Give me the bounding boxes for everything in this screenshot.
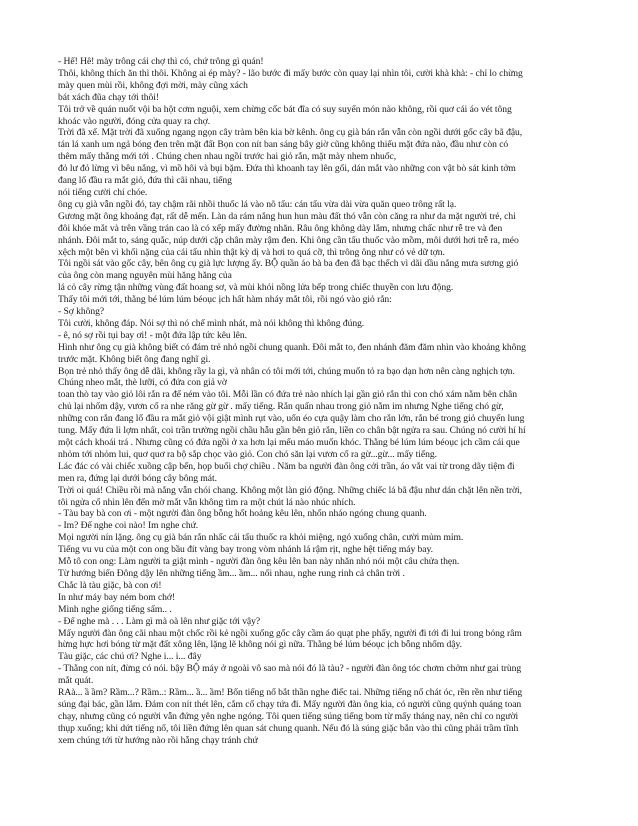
text-line: men ra, đứng lại dưới bóng cây bông mát. <box>58 472 217 484</box>
text-line: toan thò tay vào giỏ lôi rắn ra để ném vào tôi. Mỗi lần có đứa trẻ nào nhích lại gần giỏ rắn thì con chó xám nằm bên chân <box>58 389 517 401</box>
text-line: chạy, nhưng cũng có người vẫn đứng yên nghe ngóng. Tôi quen tiếng súng tiếng bom từ mấy tháng nay, nên chỉ co người <box>58 710 519 722</box>
text-line: - Thằng con nít, đừng có nói. bậy BỘ máy ở ngoài vô sao mà nói đó là tàu? - người đàn ông tóc chơm chởm như gai trùng <box>58 663 522 675</box>
text-line: bát xách đũa chạy tới thôi! <box>58 91 159 103</box>
text-line: RAà... ầ ầm? Rầm...? Rầm..: Rầm... ầ... ầm! Bốn tiếng nổ bắt thần nghe điếc tai. Những tiếng nổ chát óc, rền rền như tiếng <box>58 687 523 699</box>
text-line: Tôi trở về quán nuốt vội ba hột cơm nguội, xem chừng cốc bát đĩa có suy suyển món nào không, rồi quơ cái áo vét tông <box>58 103 512 115</box>
text-line: của ông còn mang nguyên mùi hăng hăng của <box>58 270 232 282</box>
text-line: chủ lại nhổm dậy, vươn cổ ra nhe răng gừ gừ . mấy tiếng. Rắn quấn nhau trong giỏ nằm im nhưng Nghe tiếng chó gừ, <box>58 401 504 413</box>
text-line: Gương mặt ông khoảng đạt, rất dễ mến. Làn da rám nắng hun hun màu đất thó vẫn còn căng ra như da mặt người trẻ, chỉ <box>58 210 516 222</box>
text-line: Tôi cười, không đáp. Nói sợ thì nó chế mình nhát, mà nói không thì không đúng. <box>58 317 365 329</box>
text-line: - Để nghe mà . . . Làm gì mà oà lên như giặc tới vậy? <box>58 615 261 627</box>
text-line: tán lá xanh um ngả bóng đen trên mặt đất Bọn con nít ban sáng bây giờ cũng không thiếu mặt đứa nào, đầu như còn có <box>58 139 509 151</box>
text-line: In như máy bay ném bom chớ! <box>58 591 176 603</box>
text-line: xem chúng tới từ hướng nào rồi hẵng chạy tránh chứ <box>58 734 258 746</box>
text-line: Hình như ông cụ già không biết có đám trẻ nhỏ ngồi chung quanh. Đôi mắt to, đen nhánh đăm đăm nhìn vào khoảng không <box>58 341 526 353</box>
text-line: khoác vào người, đóng cửa quay ra chợ. <box>58 115 211 127</box>
text-line: Tiếng vu vu của một con ong bầu đít vàng bay trong vòm nhánh lá rậm rịt, nghe hệt tiếng máy bay. <box>58 544 433 556</box>
text-line: Chắc là tàu giặc, bà con ơi! <box>58 579 162 591</box>
text-line: một cách khoái trá . Nhưng cũng có đứa ngồi ở xa hơn lại mếu máo muốn khóc. Thằng bé lúm lúm béoục ịch cầm cái que <box>58 437 520 448</box>
text-line: Mình nghe giống tiếng sấm.. . <box>58 603 172 615</box>
text-line: Trời oi quá! Chiều rồi mà nắng vẫn chói chang. Không một làn gió động. Những chiếc lá bã đậu như dán chặt lên nền trời, <box>58 484 522 496</box>
text-line: Trời đã xế. Mặt trời đã xuống ngang ngọn cây tràm bên kia bờ kênh. ông cụ già bán rắn vẫn còn ngồi dưới gốc cây bã đậu, <box>58 127 523 139</box>
text-line: - ê, nó sợ rồi tụi bay ơi! - một đứa lập tức kêu lên. <box>58 329 247 341</box>
text-line: Mọi người nín lặng. ông cụ già bán rắn nhấc cái tẩu thuốc ra khỏi miệng, ngó xuống chân, cười mủm mỉm. <box>58 532 464 544</box>
text-line: súng đại bác, gần lắm. Đám con nít thét lên, cắm cổ chạy tứa đi. Mấy người đàn ông kia, có người cũng quýnh quáng toan <box>58 698 522 710</box>
text-line: nói tiếng cười chí chóe. <box>58 186 148 198</box>
text-line: - Im? Để nghe coi nào! Im nghe chứ. <box>58 520 199 532</box>
text-line: Mấy người đàn ông cãi nhau một chốc rồi kẻ ngồi xuống gốc cây cầm áo quạt phe phẩy, người đi tới đi lui trong bóng râm <box>58 627 522 639</box>
text-line: Lác đác có vài chiếc xuồng cập bến, họp buổi chợ chiều . Năm ba người đàn ông cởi trần, áo vắt vai từ trong dãy tiệm đi <box>58 460 515 472</box>
document-page <box>58 56 586 747</box>
text-line: Bọn trẻ nhỏ thấy ông dễ dãi, không rầy la gì, và nhân có tôi mới tới, chúng muốn tỏ ra bạo dạn hơn nên càng nghịch tợn. <box>58 365 515 377</box>
text-line: thụp xuống; khi dứt tiếng nổ, tôi liền đứng lên quan sát chung quanh. Nếu đó là súng giặc bắn vào thì cũng phải trầm tĩnh <box>58 722 519 734</box>
text-line: trước mặt. Không biết ông đang nghĩ gì. <box>58 353 211 365</box>
text-line: Thấy tôi mới tới, thằng bé lúm lúm béoục ịch hất hàm nháy mắt tôi, rồi ngó vào giỏ rắn: <box>58 294 392 306</box>
text-line: đỏ lư đỏ lừng vì bêu nắng, vì mồ hôi và bụi bặm. Đứa thì khoanh tay lên gối, dán mắt vào những con vật bò sát kinh tởm <box>58 163 516 175</box>
text-line: những con rắn đang lố đầu ra mắt giỏ vội giật mình rụt vào, uốn éo cựa quậy làm cho rắn lớn, rắn bé trong giỏ chuyển lung <box>58 413 525 425</box>
text-line: Từ hướng biển Đông dậy lên những tiếng ầm... ầm... nổi nhau, nghe rung rinh cả chân trời . <box>58 567 405 579</box>
text-line: đôi khóe mắt và trên vầng trán cao là có xếp mấy đường nhăn. Râu ông không dày lắm, nhưng chấc như rễ tre và đen <box>58 222 503 234</box>
text-line: đang lố đầu ra mắt giỏ, đứa thì cãi nhau, tiếng <box>58 175 232 187</box>
text-line: ông cụ già vẫn ngồi đó, tay chậm rãi nhồi thuốc lá vào nõ tẩu: cán tẩu vừa dài vừa quăn queo trông rất lạ. <box>58 198 457 210</box>
text-line: - Tàu bay bà con ơi - một người đàn ông bỗng hốt hoảng kêu lên, nhốn nháo ngóng chung quanh. <box>58 508 427 520</box>
text-line: Chúng nheo mắt, thè lưỡi, có đứa con giả vờ <box>58 377 227 389</box>
text-line: lá cỏ cây rừng tận những vùng đất hoang sơ, và mùi khói nồng lửa bếp trong chiếc thuyền con lưu động. <box>58 282 454 294</box>
text-line: tôi ngửa cổ nhìn lên đến mờ mắt vẫn không tìm ra một chút lá nào nhúc nhích. <box>58 496 356 508</box>
text-line: - Sợ không? <box>58 306 105 318</box>
text-line: thêm mấy thằng mới tới . Chúng chen nhau ngồi trước hai giỏ rắn, mặt mày nhem nhuốc, <box>58 151 397 163</box>
text-line: Thôi, không thích ăn thì thôi. Không ai ép mày? - lão bước đi mấy bước còn quay lại nhìn tôi, cười khà khà: - chỉ lo chừng <box>58 67 523 79</box>
text-line: Tàu giặc, các chú ơi? Nghe i... i... đây <box>58 651 202 663</box>
document-body <box>58 56 586 747</box>
text-line: mày quen mùi rồi, không đợi mời, mày cũng xách <box>58 79 248 91</box>
text-line: nhỏm tới nhỏm lui, quơ quơ ra bộ sắp chọc vào giỏ. Con chó săn lại vươn cổ ra gừ...gừ... mấy tiếng. <box>58 448 437 460</box>
text-line: mắt quát. <box>58 675 94 687</box>
text-line: tung. Mấy đứa lì lợm nhất, coi trần trường ngồi chầu hẫu gần bên giỏ rắn, liền co chân bật ngửa ra sau. Chúng nó cười hí hí <box>58 425 526 437</box>
text-line: hừng hực hơi bóng từ mặt đất xông lên, lặng lẽ không nói gì nữa. Thằng bé lúm béoục ịch bỗng nhổm dậy. <box>58 639 462 651</box>
text-line: Mỗ tô con ong: Làm người ta giật mình - người đàn ông kêu lên ban này nhăn nhó nói một câu chửa thẹn. <box>58 556 460 568</box>
text-line: Tôi ngồi sát vào gốc cây, bên ông cụ già lực lượng ấy. BỘ quần áo bà ba đen đã bạc thếch vì dãi dầu nắng mưa sương gió <box>58 258 519 270</box>
text-line: nhánh. Đôi mắt to, sáng quắc, núp dưới cặp chân mày rậm đen. Khi ông cần tẩu thuốc vào mồm, môi dưới hơi trễ ra, méo <box>58 234 519 246</box>
text-line: xệch một bên vì khối nặng của cái tẩu nhìn thật kỳ dị và hơi to quá cỡ, thì trông ông như có vẻ dữ tợn. <box>58 246 445 258</box>
text-line: - Hế! Hê! mày trông cái chợ thì có, chứ trông gì quán! <box>58 56 264 67</box>
